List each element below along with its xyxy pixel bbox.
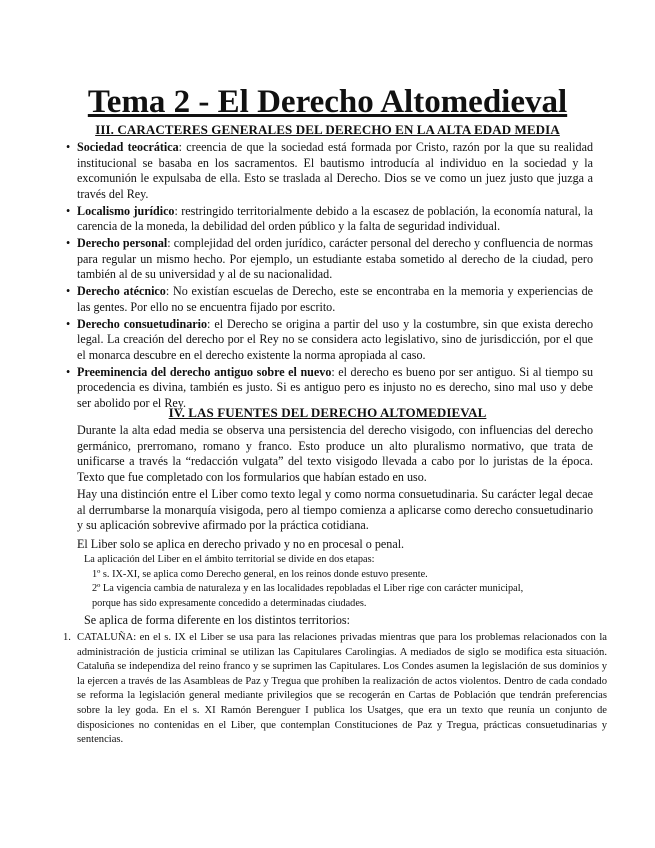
stage-2: 2º La vigencia cambia de naturaleza y en las localidades repobladas el Liber rige con carácter municipal,	[92, 583, 524, 594]
item-term: Derecho consuetudinario	[77, 316, 208, 331]
list-item	[65, 204, 593, 235]
item-text: : No existían escuelas de Derecho, este se encontraba en la memoria y experiencias de las gentes. Por ello no se encuentra fijado por escrito.	[77, 284, 594, 314]
paragraph-4: La aplicación del Liber en el ámbito territorial se divide en dos etapas:	[84, 554, 375, 565]
item-term: Preeminencia del derecho antiguo sobre el nuevo	[77, 364, 332, 379]
item-term: Localismo jurídico	[77, 203, 175, 218]
bullet-icon: •	[66, 316, 71, 331]
list-item	[65, 284, 593, 315]
catalunya-item	[63, 631, 607, 748]
bullet-icon: •	[66, 203, 71, 218]
section-3-heading: III. CARACTERES GENERALES DEL DERECHO EN LA ALTA EDAD MEDIA	[95, 122, 560, 137]
list-item	[65, 236, 593, 283]
list-item	[65, 140, 593, 202]
bullet-icon: •	[66, 284, 71, 298]
item-text: : restringido territorialmente debido a la escasez de población, la economía natural, la carencia de la moneda, la debilidad del orden público y la falta de seguridad individual.	[77, 203, 593, 233]
item-text: : complejidad del orden jurídico, carácter personal del derecho y confluencia de normas para regular un mismo hecho. Por ejemplo, un estudiante estaba sometido al derecho de la ciudad, pero también al de su universidad y al de su nacionalidad.	[77, 236, 593, 281]
paragraph-2: Hay una distinción entre el Liber como texto legal y como norma consuetudinaria. Su carácter legal decae al derrumbarse la monarquía visigoda, pero al tiempo comienza a aplicarse como derecho consuetudinario y su aplicación sobrevive afirmado por la práctica cotidiana.	[77, 487, 593, 532]
list-item	[65, 317, 593, 364]
stage-1: 1º s. IX-XI, se aplica como Derecho general, en los reinos donde estuvo presente.	[92, 569, 428, 580]
item-text: CATALUÑA: en el s. IX el Liber se usa para las relaciones privadas mientras que para los problemas relacionados con la administración de justicia criminal se utilizan las Capitulares Carolingias. A mediados de siglo se modifica esta situación. Cataluña se independiza del reino franco y se suprimen las Capitulares. Los Condes asumen la legislación de sus dominios y la ejercen a través de las Asambleas de Paz y Tregua que prohíben la realización de actos violentos. Dentro de cada condado se reforma la legislación general mediante privilegios que se recogerán en Cartas de Población que tendrán preferencias sobre la ley goda. En el s. XI Ramón Berenguer I publica los Usatges, que era un texto que reunía un conjunto de disposiciones no contenidas en el Liber, que contemplan Constituciones de Paz y Tregua, prácticas consuetudinarias y sentencias.	[77, 632, 607, 746]
bullet-icon: •	[66, 236, 71, 250]
paragraph-1: Durante la alta edad media se observa una persistencia del derecho visigodo, con influencias del derecho germánico, prerromano, romano y franco. Esto produce un alto pluralismo normativo, que trata de unificarse a través la “redacción vulgata” del texto visigodo llevada a cabo por lo juristas de la época. Texto que fue completado con los formularios que habían estado en uso.	[77, 423, 593, 484]
item-text: : el derecho es bueno por ser antiguo. Si al tiempo su procedencia es divina, también es justo. Si es antiguo pero es injusto no es derecho, sino mal uso y debe ser abolido por el Rey.	[77, 364, 593, 410]
bullet-icon: •	[66, 140, 71, 154]
characteristics-list	[65, 140, 593, 413]
item-term: Sociedad teocrática	[77, 140, 179, 154]
stage-2-continued: porque has sido expresamente concedido a determinadas ciudades.	[92, 598, 367, 609]
item-text: : creencia de que la sociedad está formada por Cristo, razón por la que su realidad institucional se basaba en los sacramentos. El bautismo introducía al individuo en la sociedad y la excomunión le expulsaba de ella. Esto se traslada al Derecho. Dios se ve como un juez justo que juzga a través del Rey.	[77, 140, 593, 201]
page-title: Tema 2 - El Derecho Altomedieval	[87, 84, 568, 120]
paragraph-5: Se aplica de forma diferente en los distintos territorios:	[84, 613, 350, 627]
item-term: Derecho atécnico	[77, 284, 166, 298]
bullet-icon: •	[66, 364, 71, 379]
section-4-heading: IV. LAS FUENTES DEL DERECHO ALTOMEDIEVAL	[168, 405, 487, 420]
paragraph-3: El Liber solo se aplica en derecho privado y no en procesal o penal.	[77, 537, 405, 551]
item-text: : el Derecho se origina a partir del uso y la costumbre, sin que exista derecho legal. La creación del derecho por el Rey no se considera acto legislativo, sino de jurisdicción, por el que el monarca descubre en el derecho existente la norma apropiada al caso.	[77, 316, 593, 362]
item-number: 1.	[63, 632, 71, 643]
item-term: Derecho personal	[77, 236, 168, 250]
